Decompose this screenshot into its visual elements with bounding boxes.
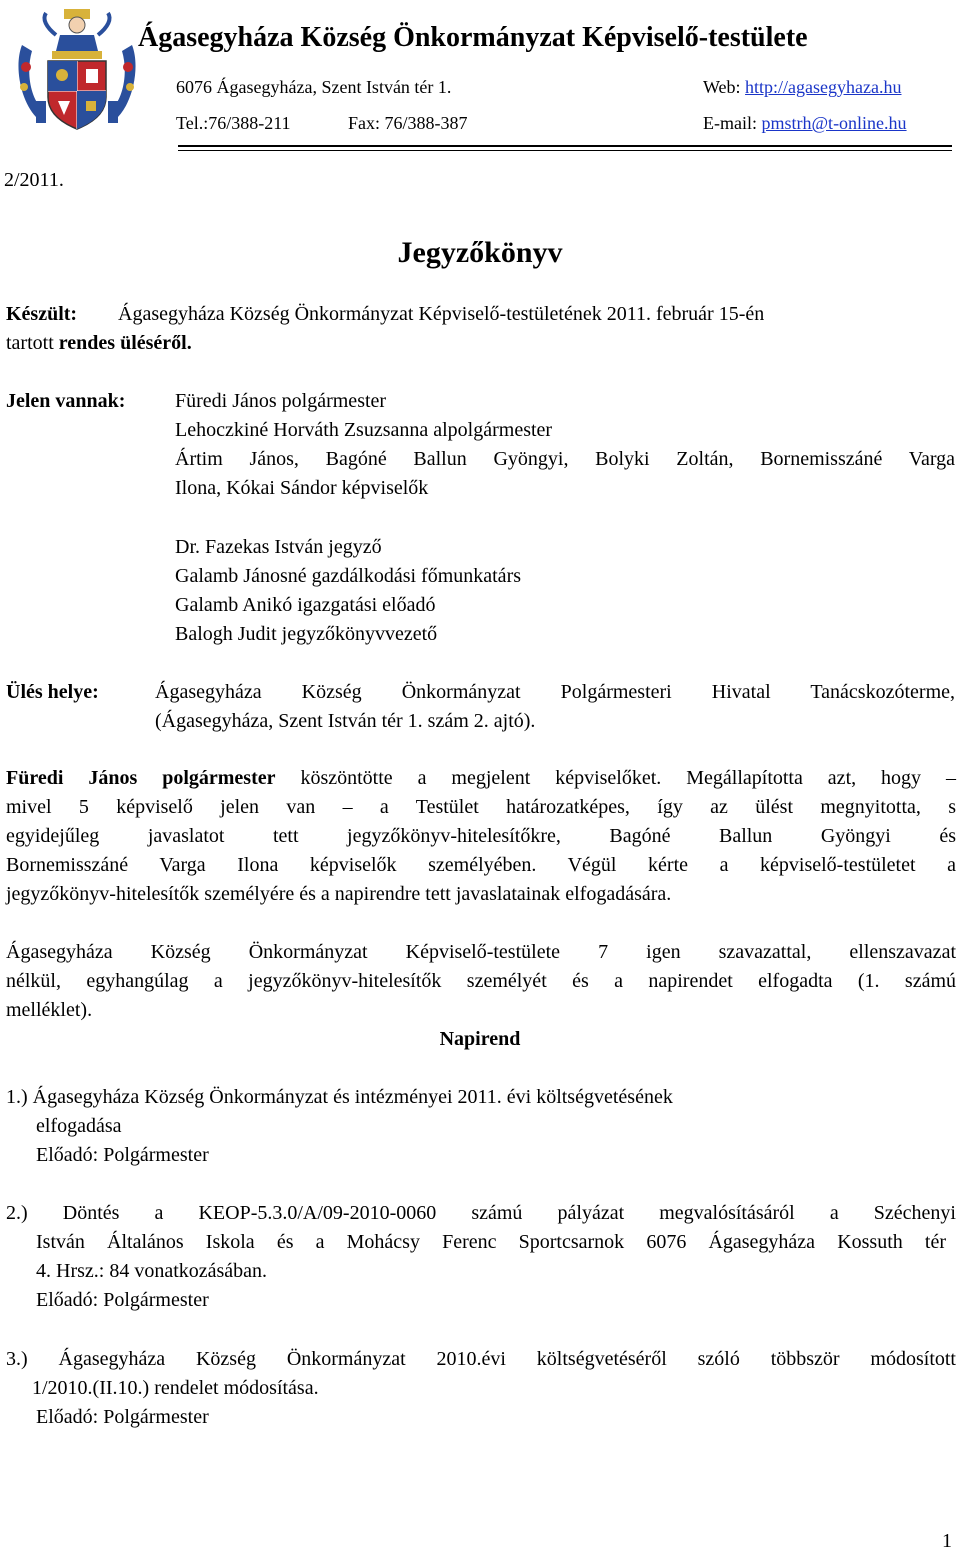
coat-of-arms-logo	[16, 5, 138, 135]
agenda-item-presenter: Előadó: Polgármester	[36, 1289, 209, 1311]
agenda-item-number: 3.)	[6, 1348, 59, 1370]
attendee-line: Lehoczkiné Horváth Zsuzsanna alpolgármester	[175, 419, 553, 441]
header-tel: Tel.:76/388-211	[176, 113, 291, 133]
paragraph-line: mivel 5 képviselő jelen van – a Testület határozatképes, így az ülést megnyitotta, s	[6, 796, 956, 818]
paragraph-line: Ágasegyháza Község Önkormányzat Képviselő-testülete 7 igen szavazattal, ellenszavazat	[6, 941, 956, 963]
document-number: 2/2011.	[4, 169, 64, 191]
header-address: 6076 Ágasegyháza, Szent István tér 1.	[176, 77, 452, 97]
agenda-item-1	[6, 1083, 956, 1170]
keszult-line1: Ágasegyháza Község Önkormányzat Képviselő-testületének 2011. február 15-én	[118, 303, 765, 325]
keszult-line2-plain: tartott	[6, 332, 59, 354]
header-email-label: E-mail:	[703, 113, 762, 133]
paragraph-line: nélkül, egyhangúlag a jegyzőkönyv-hitelesítők személyét és a napirendet elfogadta (1. számú	[6, 970, 956, 992]
agenda-item-3	[6, 1345, 956, 1432]
agenda-item-text: István Általános Iskola és a Mohácsy Ferenc Sportcsarnok 6076 Ágasegyháza Kossuth tér	[36, 1231, 946, 1253]
header-title: Ágasegyháza Község Önkormányzat Képviselő-testülete	[138, 22, 808, 53]
staff-line: Galamb Anikó igazgatási előadó	[175, 594, 436, 616]
email-link[interactable]: pmstrh@t-online.hu	[761, 113, 907, 133]
paragraph-text: köszöntötte a megjelent képviselőket. Megállapította azt, hogy –	[275, 767, 957, 789]
paragraph-line: jegyzőkönyv-hitelesítők személyére és a napirendre tett javaslatainak elfogadására.	[6, 883, 672, 905]
staff-line: Dr. Fazekas István jegyző	[175, 536, 382, 558]
agenda-title: Napirend	[439, 1028, 521, 1050]
header-web-label: Web:	[703, 77, 746, 97]
header-web	[703, 76, 902, 98]
ules-line: (Ágasegyháza, Szent István tér 1. szám 2. ajtó).	[155, 710, 536, 732]
agenda-item-text: Ágasegyháza Község Önkormányzat 2010.évi költségvetéséről szóló többször módosított	[58, 1348, 956, 1370]
ules-location	[155, 678, 955, 736]
attendee-line: Ártim János, Bagóné Ballun Gyöngyi, Bolyki Zoltán, Bornemisszáné Varga	[175, 448, 955, 470]
staff-line: Galamb Jánosné gazdálkodási főmunkatárs	[175, 565, 522, 587]
agenda-item-number: 2.)	[6, 1202, 63, 1224]
agenda-item-text: 1/2010.(II.10.) rendelet módosítása.	[32, 1377, 319, 1399]
keszult-line2	[6, 329, 192, 358]
paragraph-line: egyidejűleg javaslatot tett jegyzőkönyv-hitelesítőkre, Bagóné Ballun Gyöngyi és	[6, 825, 956, 847]
document-title: Jegyzőkönyv	[397, 236, 563, 269]
header-email	[703, 112, 907, 134]
keszult-line2-bold: rendes üléséről.	[58, 332, 192, 354]
ules-label: Ülés helye:	[6, 681, 99, 703]
ules-line: Ágasegyháza Község Önkormányzat Polgármesteri Hivatal Tanácskozóterme,	[155, 681, 955, 703]
paragraph-line: Bornemisszáné Varga Ilona képviselők személyében. Végül kérte a képviselő-testületet a	[6, 854, 956, 876]
page-number: 1	[942, 1530, 952, 1552]
attendee-line: Ilona, Kókai Sándor képviselők	[175, 477, 429, 499]
mayor-name: Füredi János polgármester	[6, 767, 276, 789]
agenda-item-presenter: Előadó: Polgármester	[36, 1144, 209, 1166]
agenda-item-number: 1.)	[6, 1086, 33, 1108]
web-link[interactable]: http://agasegyhaza.hu	[745, 77, 902, 97]
opening-paragraph	[6, 764, 956, 909]
staff-list	[175, 533, 955, 649]
jelen-label: Jelen vannak:	[6, 390, 126, 412]
agenda-item-heading	[6, 1345, 956, 1374]
header-fax: Fax: 76/388-387	[348, 113, 468, 133]
agenda-item-presenter: Előadó: Polgármester	[36, 1406, 209, 1428]
staff-line: Balogh Judit jegyzőkönyvvezető	[175, 623, 438, 645]
agenda-item-text: Ágasegyháza Község Önkormányzat és intézményei 2011. évi költségvetésének	[32, 1086, 673, 1108]
agenda-item-text: 4. Hrsz.: 84 vonatkozásában.	[36, 1260, 268, 1282]
header-divider-thin	[178, 150, 952, 151]
agenda-item-heading	[6, 1083, 956, 1112]
attendees-list	[175, 387, 955, 503]
agenda-item-2	[6, 1199, 956, 1315]
agenda-item-text: Döntés a KEOP-5.3.0/A/09-2010-0060 számú pályázat megvalósításáról a Széchenyi	[62, 1202, 956, 1224]
resolution-paragraph	[6, 938, 956, 1025]
attendee-line: Füredi János polgármester	[175, 390, 387, 412]
agenda-item-text: elfogadása	[36, 1115, 122, 1137]
agenda-item-heading	[6, 1199, 956, 1228]
paragraph-line: melléklet).	[6, 999, 93, 1021]
header-divider	[178, 145, 952, 147]
keszult-label: Készült:	[6, 303, 78, 325]
paragraph-line	[6, 764, 956, 793]
